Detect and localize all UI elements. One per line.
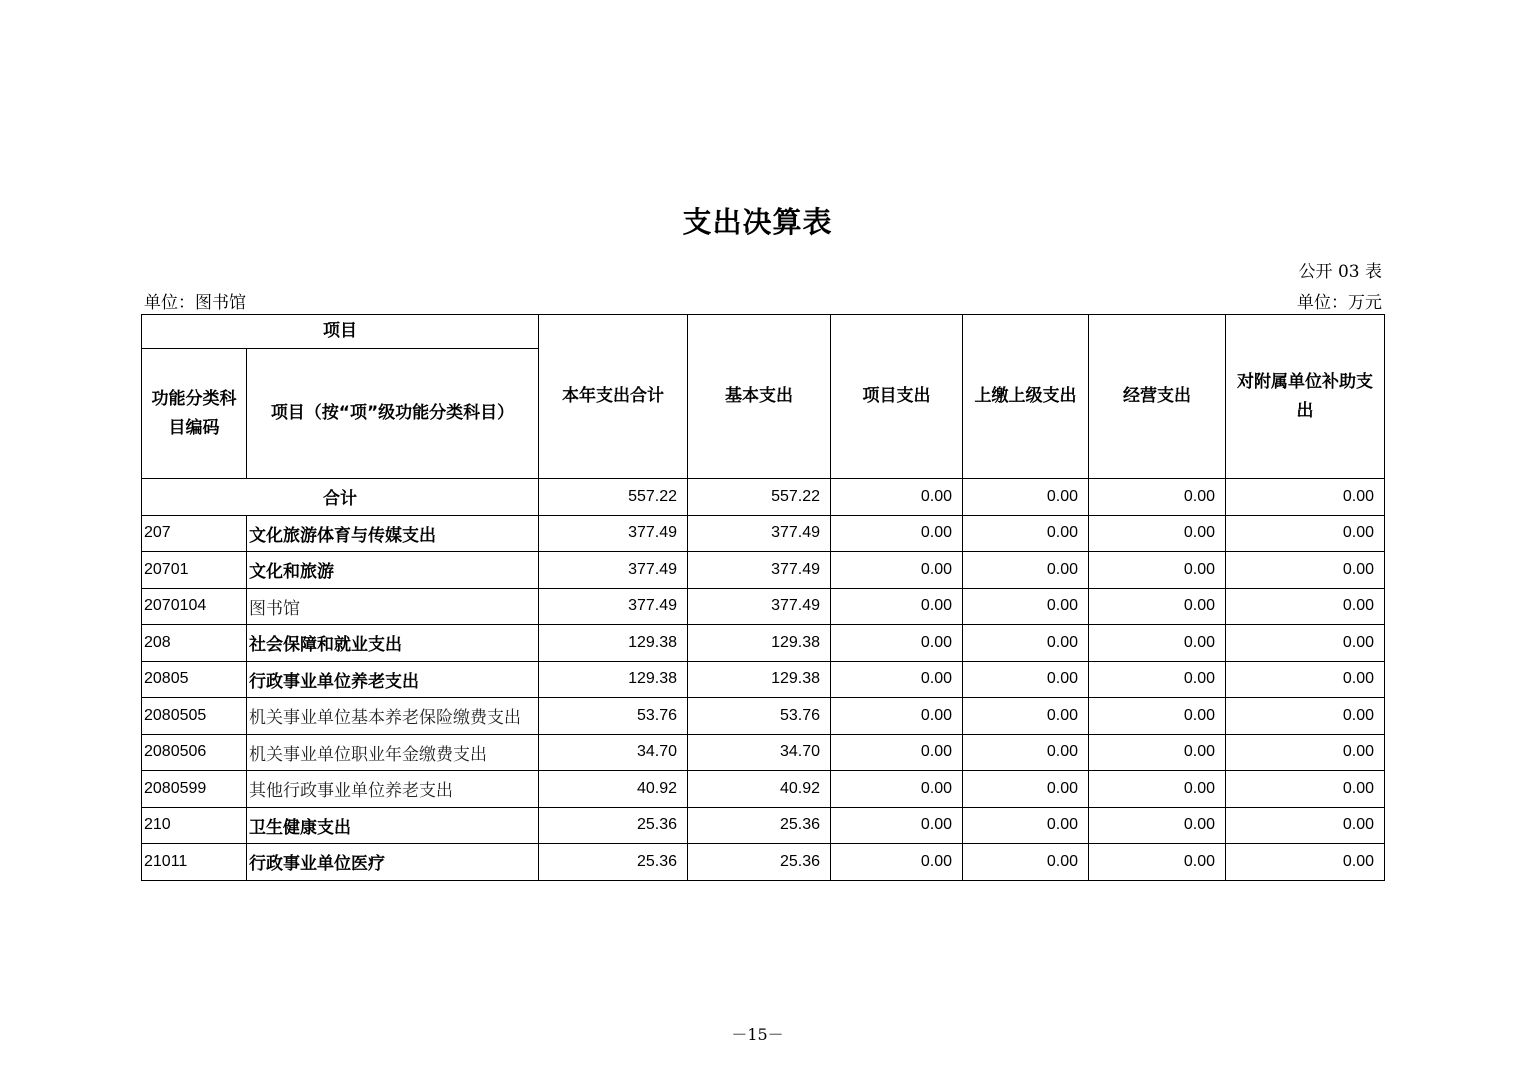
header-basic: 基本支出: [688, 315, 831, 479]
header-upper: 上缴上级支出: [963, 315, 1089, 479]
row-value: 0.00: [1089, 771, 1226, 808]
table-row: [142, 588, 1385, 625]
row-value: 129.38: [539, 661, 688, 698]
row-value: 0.00: [831, 844, 963, 881]
header-project: 项目支出: [831, 315, 963, 479]
table-row: [142, 771, 1385, 808]
row-value: 0.00: [963, 625, 1089, 662]
row-value: 0.00: [1226, 698, 1385, 735]
row-value: 377.49: [688, 552, 831, 589]
row-value: 0.00: [831, 771, 963, 808]
row-name: 行政事业单位医疗: [247, 844, 539, 881]
row-value: 0.00: [1089, 552, 1226, 589]
total-value: 0.00: [963, 479, 1089, 516]
unit-organization: 单位：图书馆: [144, 293, 246, 313]
row-value: 377.49: [539, 588, 688, 625]
row-value: 0.00: [831, 807, 963, 844]
row-code: 2080599: [142, 771, 247, 808]
row-code: 21011: [142, 844, 247, 881]
row-value: 0.00: [963, 515, 1089, 552]
row-value: 53.76: [539, 698, 688, 735]
row-value: 0.00: [1226, 771, 1385, 808]
row-value: 53.76: [688, 698, 831, 735]
row-value: 25.36: [688, 844, 831, 881]
row-value: 377.49: [539, 515, 688, 552]
row-value: 0.00: [1226, 625, 1385, 662]
table-row: [142, 625, 1385, 662]
row-value: 0.00: [963, 734, 1089, 771]
row-code: 210: [142, 807, 247, 844]
row-value: 0.00: [831, 661, 963, 698]
row-code: 207: [142, 515, 247, 552]
page-number: －15－: [731, 1025, 784, 1044]
row-value: 40.92: [688, 771, 831, 808]
row-value: 377.49: [539, 552, 688, 589]
table-row: [142, 734, 1385, 771]
total-value: 557.22: [688, 479, 831, 516]
row-value: 25.36: [688, 807, 831, 844]
unit-currency: 单位：万元: [1297, 293, 1382, 313]
row-value: 377.49: [688, 588, 831, 625]
table-body: [142, 479, 1385, 881]
row-name: 行政事业单位养老支出: [247, 661, 539, 698]
row-value: 34.70: [688, 734, 831, 771]
row-value: 129.38: [688, 661, 831, 698]
row-name: 文化旅游体育与传媒支出: [247, 515, 539, 552]
row-value: 0.00: [831, 515, 963, 552]
expenditure-table: [141, 314, 1385, 881]
table-row: [142, 698, 1385, 735]
table-row: [142, 552, 1385, 589]
header-code: 功能分类科目编码: [142, 349, 247, 479]
row-value: 0.00: [831, 552, 963, 589]
row-value: 0.00: [1226, 515, 1385, 552]
row-value: 25.36: [539, 807, 688, 844]
row-name: 机关事业单位基本养老保险缴费支出: [247, 698, 539, 735]
header-project-group: 项目: [142, 315, 539, 349]
row-value: 0.00: [1089, 807, 1226, 844]
row-name: 机关事业单位职业年金缴费支出: [247, 734, 539, 771]
total-value: 0.00: [831, 479, 963, 516]
row-value: 0.00: [1226, 552, 1385, 589]
row-value: 129.38: [688, 625, 831, 662]
total-value: 0.00: [1226, 479, 1385, 516]
table-row: [142, 807, 1385, 844]
table-row: [142, 661, 1385, 698]
row-value: 0.00: [831, 588, 963, 625]
row-value: 25.36: [539, 844, 688, 881]
row-value: 0.00: [963, 771, 1089, 808]
row-name: 社会保障和就业支出: [247, 625, 539, 662]
header-total: 本年支出合计: [539, 315, 688, 479]
row-code: 20701: [142, 552, 247, 589]
row-name: 图书馆: [247, 588, 539, 625]
row-value: 0.00: [1089, 588, 1226, 625]
row-value: 129.38: [539, 625, 688, 662]
row-code: 2080506: [142, 734, 247, 771]
table-row: [142, 515, 1385, 552]
row-code: 2080505: [142, 698, 247, 735]
row-value: 40.92: [539, 771, 688, 808]
form-number: 公开 03 表: [1298, 262, 1382, 282]
row-value: 0.00: [1226, 807, 1385, 844]
header-subsidy: 对附属单位补助支出: [1226, 315, 1385, 479]
header-business: 经营支出: [1089, 315, 1226, 479]
row-name: 其他行政事业单位养老支出: [247, 771, 539, 808]
total-row: [142, 479, 1385, 516]
row-value: 0.00: [1089, 698, 1226, 735]
row-value: 0.00: [831, 625, 963, 662]
row-value: 0.00: [963, 698, 1089, 735]
row-value: 0.00: [1226, 844, 1385, 881]
page-title: 支出决算表: [682, 205, 833, 239]
row-code: 20805: [142, 661, 247, 698]
row-value: 34.70: [539, 734, 688, 771]
row-value: 0.00: [1089, 625, 1226, 662]
row-code: 2070104: [142, 588, 247, 625]
row-name: 卫生健康支出: [247, 807, 539, 844]
row-value: 0.00: [1089, 515, 1226, 552]
row-value: 0.00: [963, 552, 1089, 589]
total-value: 557.22: [539, 479, 688, 516]
row-value: 0.00: [1089, 734, 1226, 771]
row-value: 0.00: [1089, 844, 1226, 881]
row-value: 0.00: [1089, 661, 1226, 698]
row-value: 0.00: [1226, 661, 1385, 698]
table-row: [142, 844, 1385, 881]
row-code: 208: [142, 625, 247, 662]
row-value: 0.00: [1226, 588, 1385, 625]
total-value: 0.00: [1089, 479, 1226, 516]
row-name: 文化和旅游: [247, 552, 539, 589]
row-value: 0.00: [1226, 734, 1385, 771]
row-value: 0.00: [963, 844, 1089, 881]
header-name: 项目（按“项”级功能分类科目）: [247, 349, 539, 479]
row-value: 0.00: [963, 661, 1089, 698]
row-value: 0.00: [963, 807, 1089, 844]
row-value: 0.00: [963, 588, 1089, 625]
total-label: 合计: [142, 479, 539, 516]
row-value: 0.00: [831, 698, 963, 735]
row-value: 0.00: [831, 734, 963, 771]
table-header: [142, 315, 1385, 479]
row-value: 377.49: [688, 515, 831, 552]
